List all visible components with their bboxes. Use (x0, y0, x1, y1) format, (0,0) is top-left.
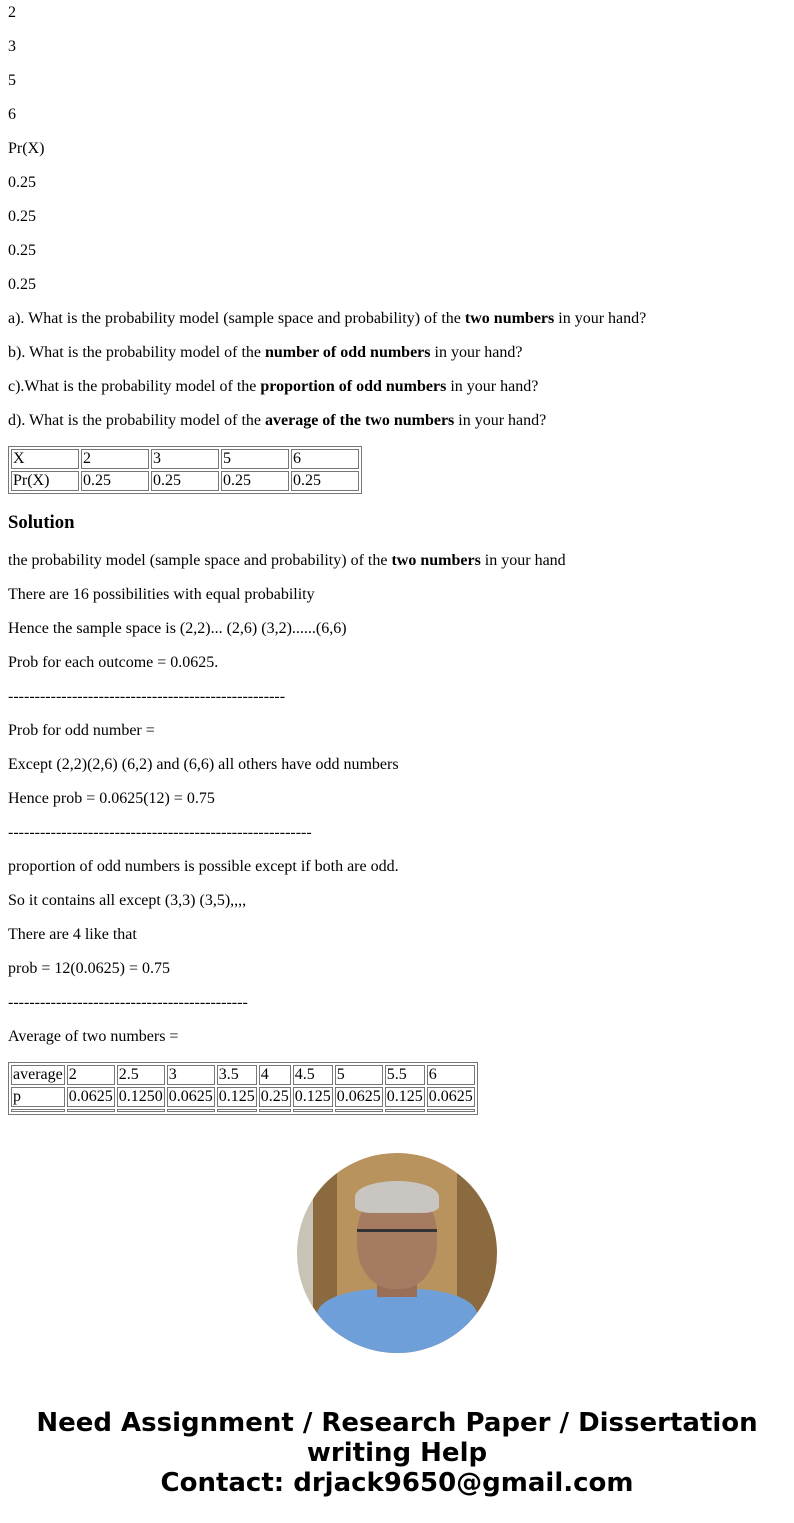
table-cell: 0.125 (218, 1088, 255, 1105)
solution-line: Hence the sample space is (2,2)... (2,6) (3,2)......(6,6) (8, 620, 347, 637)
table-cell: 3 (167, 1065, 215, 1085)
intro-line: 0.25 (8, 242, 36, 259)
intro-line: 5 (8, 72, 16, 89)
table-cell: 4 (259, 1065, 291, 1085)
table-cell: average (13, 1066, 63, 1083)
question-text: in your hand? (554, 310, 647, 327)
table-cell: 0.125 (386, 1088, 423, 1105)
intro-line: 0.25 (8, 174, 36, 191)
table-cell: 0.1250 (118, 1088, 163, 1105)
question-text: in your hand? (446, 378, 539, 395)
intro-line: Pr(X) (8, 140, 45, 157)
table-cell (217, 1109, 257, 1112)
intro-line: 0.25 (8, 276, 36, 293)
divider-line: ---------------------------------------------------- (8, 688, 286, 705)
question-emphasis: two numbers (464, 310, 555, 327)
table-cell (259, 1109, 291, 1112)
table-cell (385, 1109, 425, 1112)
table-cell (427, 1109, 475, 1112)
solution-line: There are 4 like that (8, 926, 137, 943)
solution-emphasis: two numbers (391, 552, 481, 569)
solution-heading: Solution (8, 512, 75, 533)
table-cell: 5.5 (385, 1065, 425, 1085)
table-cell (11, 1109, 65, 1112)
table-cell: 6 (427, 1065, 475, 1085)
solution-line: Except (2,2)(2,6) (6,2) and (6,6) all others have odd numbers (8, 756, 399, 773)
table-cell: p (11, 1087, 65, 1107)
solution-text: in your hand (480, 552, 566, 569)
table-cell (167, 1109, 215, 1112)
table-row (11, 1087, 475, 1107)
intro-line: 2 (8, 4, 16, 21)
solution-line: There are 16 possibilities with equal probability (8, 586, 315, 603)
solution-line: Prob for odd number = (8, 722, 155, 739)
table-cell: 0.25 (81, 471, 149, 491)
table-cell: 0.0625 (168, 1088, 213, 1105)
intro-line: 3 (8, 38, 16, 55)
table-row (11, 471, 359, 491)
table-cell (67, 1109, 115, 1112)
divider-line: --------------------------------------------- (8, 994, 248, 1011)
average-probability-table (8, 1062, 478, 1115)
question-text: in your hand? (430, 344, 523, 361)
table-cell: 0.25 (221, 471, 289, 491)
solution-text: the probability model (sample space and probability) of the (8, 552, 392, 569)
solution-line: proportion of odd numbers is possible except if both are odd. (8, 858, 399, 875)
solution-line: Average of two numbers = (8, 1028, 179, 1045)
question-b (8, 344, 786, 362)
intro-line: 6 (8, 106, 16, 123)
intro-lines (8, 4, 786, 294)
table-cell: 0.125 (294, 1088, 331, 1105)
table-row (11, 1065, 475, 1085)
table-cell: Pr(X) (11, 471, 79, 491)
author-photo-container (8, 1153, 786, 1358)
question-c (8, 378, 786, 396)
question-d (8, 412, 786, 430)
question-emphasis: proportion of odd numbers (260, 378, 447, 395)
solution-line (8, 552, 786, 570)
table-cell: 0.0625 (68, 1088, 113, 1105)
table-cell: X (11, 449, 79, 469)
table-cell (335, 1109, 383, 1112)
question-text: b). What is the probability model of the (8, 344, 265, 361)
solution-line: prob = 12(0.0625) = 0.75 (8, 960, 171, 977)
table-cell: 3.5 (217, 1065, 257, 1085)
table-cell (117, 1109, 165, 1112)
table-row (11, 449, 359, 469)
x-probability-table (8, 446, 362, 494)
table-row-empty (11, 1109, 475, 1112)
table-cell: 2 (67, 1065, 115, 1085)
table-cell: 0.0625 (428, 1088, 473, 1105)
table-cell: 6 (291, 449, 359, 469)
table-cell: 2.5 (117, 1065, 165, 1085)
table-cell: 0.25 (151, 471, 219, 491)
intro-line: 0.25 (8, 208, 36, 225)
solution-line: Prob for each outcome = 0.0625. (8, 654, 219, 671)
table-cell: 2 (81, 449, 149, 469)
table-cell: 5 (335, 1065, 383, 1085)
solution-body (8, 552, 786, 1046)
table-cell: 4.5 (293, 1065, 333, 1085)
questions (8, 310, 786, 430)
question-text: d). What is the probability model of the (8, 412, 265, 429)
divider-line: --------------------------------------------------------- (8, 824, 312, 841)
contact-email: Contact: drjack9650@gmail.com (160, 1468, 634, 1498)
table-cell: 0.25 (260, 1088, 289, 1105)
table-cell (293, 1109, 333, 1112)
table-cell: 5 (221, 449, 289, 469)
banner-line: writing Help (306, 1438, 488, 1468)
banner-line: Need Assignment / Research Paper / Dissertation (36, 1408, 758, 1438)
question-text: c).What is the probability model of the (8, 378, 261, 395)
table-cell: 3 (151, 449, 219, 469)
question-emphasis: number of odd numbers (264, 344, 431, 361)
question-a (8, 310, 786, 328)
question-emphasis: average of the two numbers (264, 412, 455, 429)
table-cell: 0.0625 (336, 1088, 381, 1105)
question-text: in your hand? (454, 412, 547, 429)
contact-banner (8, 1408, 786, 1498)
question-text: a). What is the probability model (sample space and probability) of the (8, 310, 465, 327)
table-cell: 0.25 (291, 471, 359, 491)
author-photo (297, 1153, 497, 1353)
solution-line: So it contains all except (3,3) (3,5),,,, (8, 892, 247, 909)
solution-line: Hence prob = 0.0625(12) = 0.75 (8, 790, 215, 807)
